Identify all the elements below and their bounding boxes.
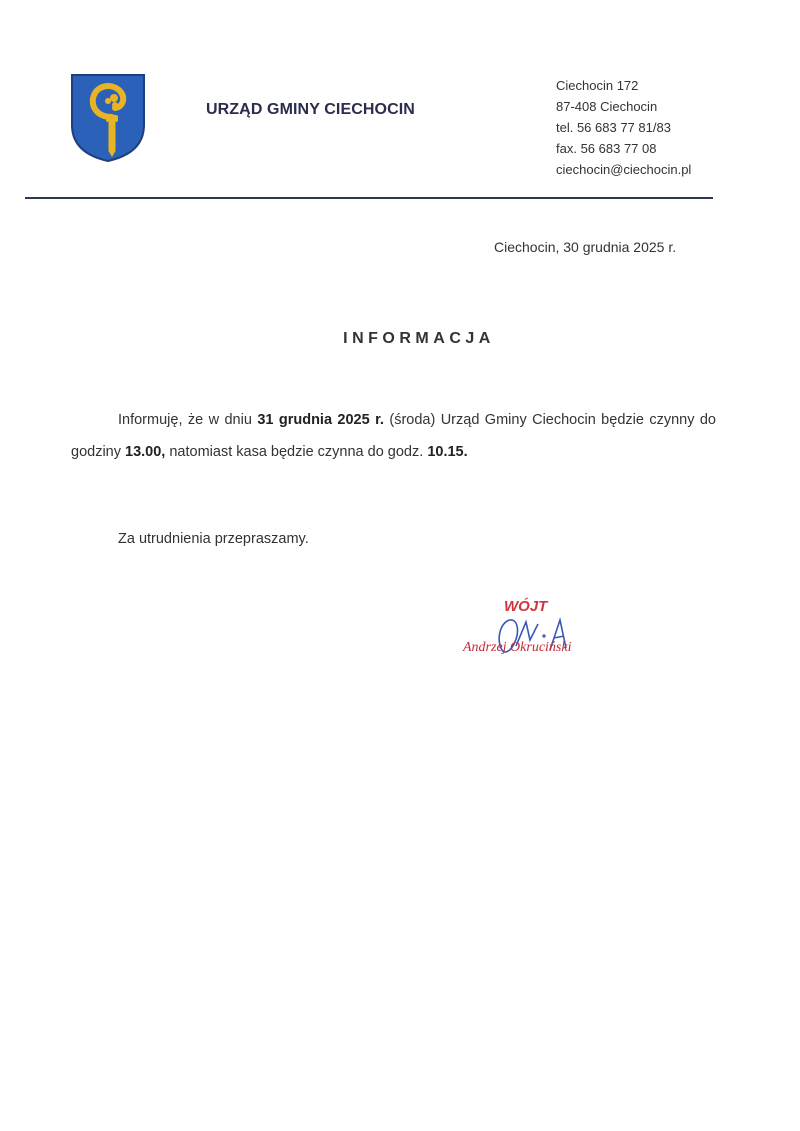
body-text-part-1: Informuję, że w dniu (118, 412, 258, 428)
address-line-street: Ciechocin 172 (556, 78, 639, 93)
body-date-bold: 31 grudnia 2025 r. (257, 412, 384, 428)
document-title: INFORMACJA (343, 330, 495, 347)
address-line-postal: 87-408 Ciechocin (556, 99, 658, 114)
coat-of-arms-crest (70, 73, 146, 163)
header-divider (25, 197, 713, 199)
address-line-fax: fax. 56 683 77 08 (556, 141, 657, 156)
body-paragraph (71, 404, 716, 468)
stamp-title: WÓJT (504, 598, 548, 615)
body-hour-bold: 13.00, (125, 444, 166, 460)
stamp-name: Andrzej Okruciński (463, 640, 572, 655)
closing-line: Za utrudnienia przepraszamy. (118, 531, 309, 547)
office-name: URZĄD GMINY CIECHOCIN (206, 101, 415, 118)
body-text-part-3: natomiast kasa będzie czynna do godz. (165, 444, 428, 460)
address-line-email: ciechocin@ciechocin.pl (556, 162, 692, 177)
address-line-phone: tel. 56 683 77 81/83 (556, 120, 671, 135)
body-text-part-2: (środa) Urząd Gminy Ciechocin będzie czynny do godziny (71, 412, 716, 460)
body-cash-hour-bold: 10.15. (427, 444, 468, 460)
office-address-block (556, 75, 691, 180)
date-line: Ciechocin, 30 grudnia 2025 r. (494, 239, 677, 255)
